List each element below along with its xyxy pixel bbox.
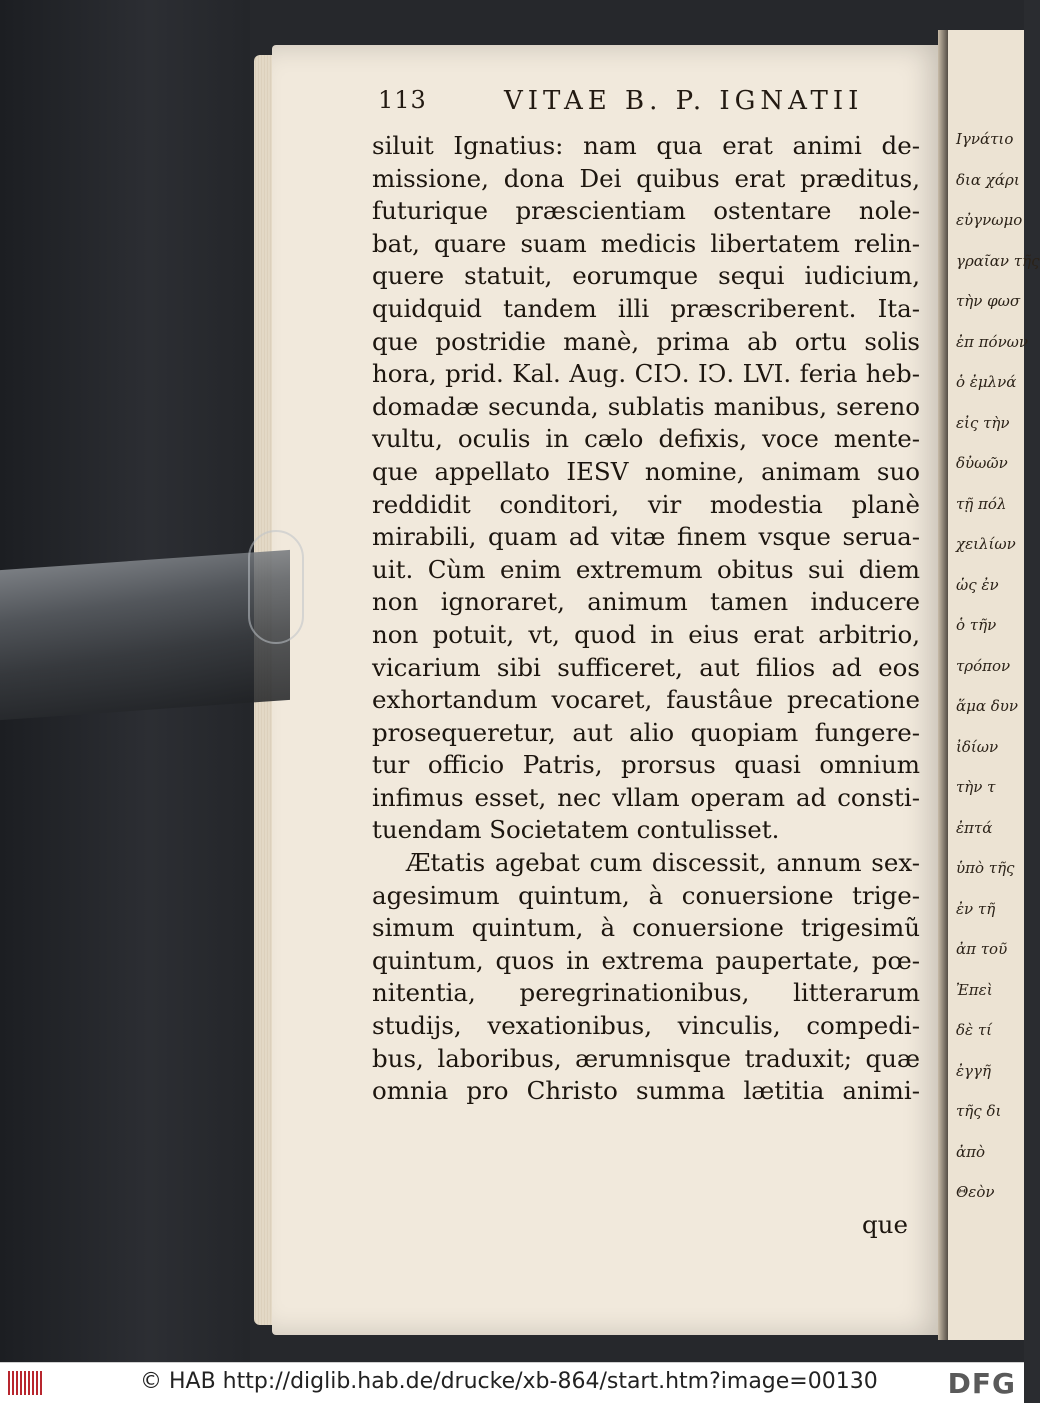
right-page-fragment: ἀπὸ (956, 1142, 986, 1161)
citation-link[interactable]: © HAB http://diglib.hab.de/drucke/xb-864/start.htm?image=00130 (140, 1369, 878, 1394)
text-line: mirabili, quam ad vitӕ finem vsque serua- (372, 522, 920, 552)
text-line: que appellato IESV nomine, animam suo (372, 456, 920, 486)
text-line: quintum, quos in extrema paupertate, pœ- (372, 945, 920, 975)
right-page-fragment: ὁ ἐμλνά (956, 373, 1017, 391)
right-page-fragment: ἐπτά (956, 818, 993, 837)
right-page-fragment: Θεὸν (956, 1183, 995, 1201)
text-line: vultu, oculis in cӕlo defixis, voce mente- (372, 424, 920, 454)
right-page-fragment: εὐγνωμο (956, 211, 1023, 229)
clip-outline (248, 530, 304, 644)
right-page-fragment: ἐπ πόνων (956, 332, 1029, 351)
text-line: agesimum quintum, à conuersione trige- (372, 880, 920, 910)
hab-logo-icon (8, 1371, 42, 1395)
right-page-fragment: ὑπὸ τῆς (956, 859, 1015, 877)
glass-weight (0, 550, 290, 720)
text-line: uit. Cùm enim extremum obitus sui diem (372, 554, 920, 584)
text-line: tur officio Patris, prorsus quasi omnium (372, 750, 920, 780)
right-page-fragment: δὲ τί (956, 1021, 993, 1039)
right-page-fragment: δὐωῶν (956, 454, 1008, 472)
text-line: reddidit conditori, vir modestia planè (372, 489, 920, 519)
text-line: que postridie manè, prima ab ortu solis (372, 326, 920, 356)
right-page-fragment: ἐγγῆ (956, 1061, 991, 1080)
right-page-fragment: δια χάρι (956, 170, 1020, 189)
right-page-fragment: τῆς δι (956, 1102, 1002, 1120)
text-line: quere statuit, eorumque sequi iudicium, (372, 261, 920, 291)
text-line: simum quintum, à conuersione trigesimũ (372, 913, 920, 943)
right-page-fragment: ὡς ἐν (956, 575, 999, 594)
viewer-footer (0, 1362, 1024, 1403)
text-line: siluit Ignatius: nam qua erat animi de- (372, 131, 920, 160)
text-line: exhortandum vocaret, faustâue precatione (372, 685, 920, 715)
right-page-fragment: Ἐπεὶ (956, 980, 993, 999)
dfg-logo: DFG (947, 1367, 1016, 1400)
text-line: domadӕ secunda, sublatis manibus, sereno (372, 391, 920, 421)
right-page-fragment: εἰς τὴν (956, 413, 1010, 432)
right-page-fragment: ἀπ τοῦ (956, 940, 1008, 958)
right-page-fragment: τῇ πόλ (956, 494, 1007, 513)
text-line: omnia pro Christo summa lӕtitia animi- (372, 1076, 920, 1106)
right-page (948, 30, 1040, 1340)
right-page-fragment: ἰδίων (956, 737, 999, 756)
page-header (378, 86, 918, 126)
right-page-fragment: τὴν φωσ (956, 292, 1021, 310)
text-line: non ignoraret, animum tamen inducere (372, 587, 920, 617)
text-line: bus, laboribus, ӕrumnisque traduxit; quӕ (372, 1043, 920, 1073)
right-page-fragment: ἅμα δυν (956, 697, 1019, 715)
text-line: Ætatis agebat cum discessit, annum sex- (406, 848, 920, 878)
catchword: que (862, 1210, 908, 1239)
right-page-fragment: ἐν τῆ (956, 899, 996, 918)
text-line: missione, dona Dei quibus erat prӕditus, (372, 163, 920, 193)
text-line: infimus esset, nec vllam operam ad consti- (372, 782, 920, 812)
text-line: bat, quare suam medicis libertatem relin- (372, 228, 920, 258)
right-page-fragment: τρόπον (956, 656, 1011, 675)
text-line: vicarium sibi sufficeret, aut filios ad eos (372, 652, 920, 682)
right-page-fragment: γραῖαν τῆς (956, 251, 1040, 270)
page-number: 113 (378, 86, 427, 114)
right-page-fragment: χειλίων (956, 535, 1016, 553)
right-page-fragment: Ιγνάτιο (956, 130, 1014, 148)
text-line: tuendam Societatem contulisset. (372, 815, 780, 845)
text-line: quidquid tandem illi prӕscriberent. Ita- (372, 293, 920, 323)
text-line: hora, prid. Kal. Aug. CIↃ. IↃ. LVI. feria heb- (372, 359, 920, 389)
body-text (372, 130, 920, 1108)
right-page-fragment: τὴν τ (956, 778, 996, 796)
right-page-fragment: ὁ τῆν (956, 616, 997, 634)
text-line: futurique prӕscientiam ostentare nole- (372, 196, 920, 226)
text-line: studijs, vexationibus, vinculis, compedi- (372, 1011, 920, 1041)
running-title: VITAE B. P. IGNATII (504, 86, 864, 116)
text-line: non potuit, vt, quod in eius erat arbitrio, (372, 619, 920, 649)
text-line: nitentia, peregrinationibus, litterarum (372, 978, 920, 1008)
text-line: prosequeretur, aut alio quopiam fungere- (372, 717, 920, 747)
